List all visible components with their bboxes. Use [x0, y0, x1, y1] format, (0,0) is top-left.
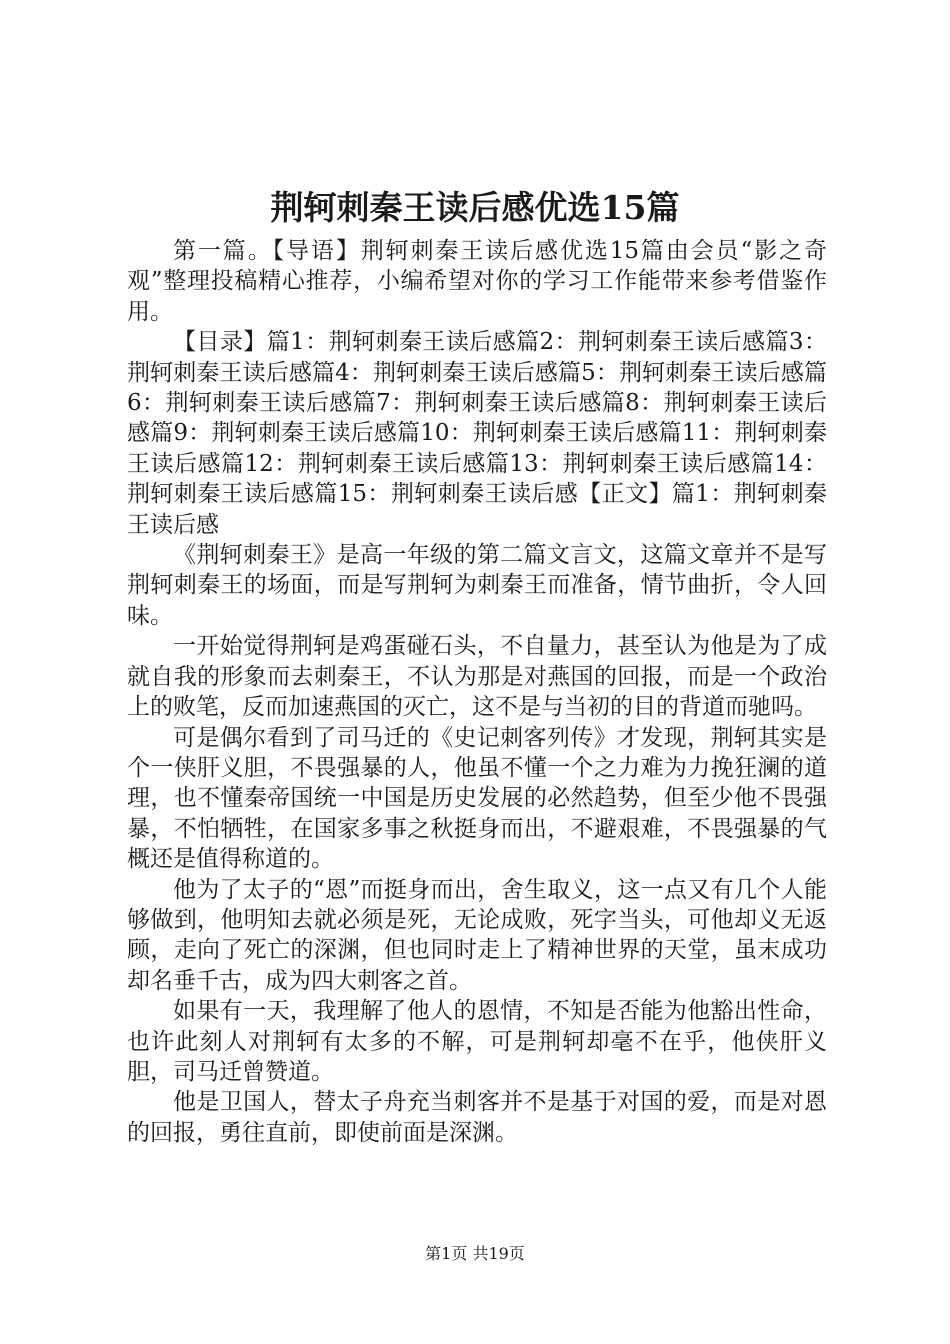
- paragraph-body-2: 一开始觉得荆轲是鸡蛋碰石头，不自量力，甚至认为他是为了成就自我的形象而去刺秦王，不认为那是对燕国的回报，而是一个政治上的败笔，反而加速燕国的灭亡，这不是与当初的目的背道而驰吗。: [127, 633, 827, 721]
- paragraph-intro: 第一篇。【导语】荆轲刺秦王读后感优选15篇由会员“影之奇观”整理投稿精心推荐，小编希望对你的学习工作能带来参考借鉴作用。: [127, 238, 827, 325]
- paragraph-body-1: 《荆轲刺秦王》是高一年级的第二篇文言文，这篇文章并不是写荆轲刺秦王的场面，而是写荆轲为刺秦王而准备，情节曲折，令人回味。: [127, 542, 827, 629]
- page-footer: [0, 1243, 950, 1265]
- document-body: [127, 236, 827, 1148]
- paragraph-body-3: 可是偶尔看到了司马迁的《史记刺客列传》才发现，荆轲其实是个一侠肝义胆，不畏强暴的人，他虽不懂一个之力难为力挽狂澜的道理，也不懂秦帝国统一中国是历史发展的必然趋势，但至少他不畏强暴，不怕牺牲，在国家多事之秋挺身而出，不避艰难，不畏强暴的气概还是值得称道的。: [127, 724, 827, 873]
- paragraph-toc: 【目录】篇1：荆轲刺秦王读后感篇2：荆轲刺秦王读后感篇3：荆轲刺秦王读后感篇4：荆轲刺秦王读后感篇5：荆轲刺秦王读后感篇6：荆轲刺秦王读后感篇7：荆轲刺秦王读后感篇8：荆轲刺秦王读后感篇9：荆轲刺秦王读后感篇10：荆轲刺秦王读后感篇11：荆轲刺秦王读后感篇12：荆轲刺秦王读后感篇13：荆轲刺秦王读后感篇14：荆轲刺秦王读后感篇15：荆轲刺秦王读后感【正文】篇1：荆轲刺秦王读后感: [127, 329, 827, 538]
- paragraph-body-4: 他为了太子的“恩”而挺身而出，舍生取义，这一点又有几个人能够做到，他明知去就必须是死，无论成败，死字当头，可他却义无返顾，走向了死亡的深渊，但也同时走上了精神世界的天堂，虽末成功却名垂千古，成为四大刺客之首。: [127, 876, 827, 994]
- paragraph-body-6: 他是卫国人，替太子舟充当刺客并不是基于对国的爱，而是对恩的回报，勇往直前，即使前面是深渊。: [127, 1089, 827, 1146]
- paragraph-body-5: 如果有一天，我理解了他人的恩情，不知是否能为他豁出性命，也许此刻人对荆轲有太多的不解，可是荆轲却毫不在乎，他侠肝义胆，司马迁曾赞道。: [127, 998, 827, 1085]
- page-indicator: 第1页 共19页: [425, 1244, 525, 1263]
- document-title: 荆轲刺秦王读后感优选15篇: [270, 188, 680, 227]
